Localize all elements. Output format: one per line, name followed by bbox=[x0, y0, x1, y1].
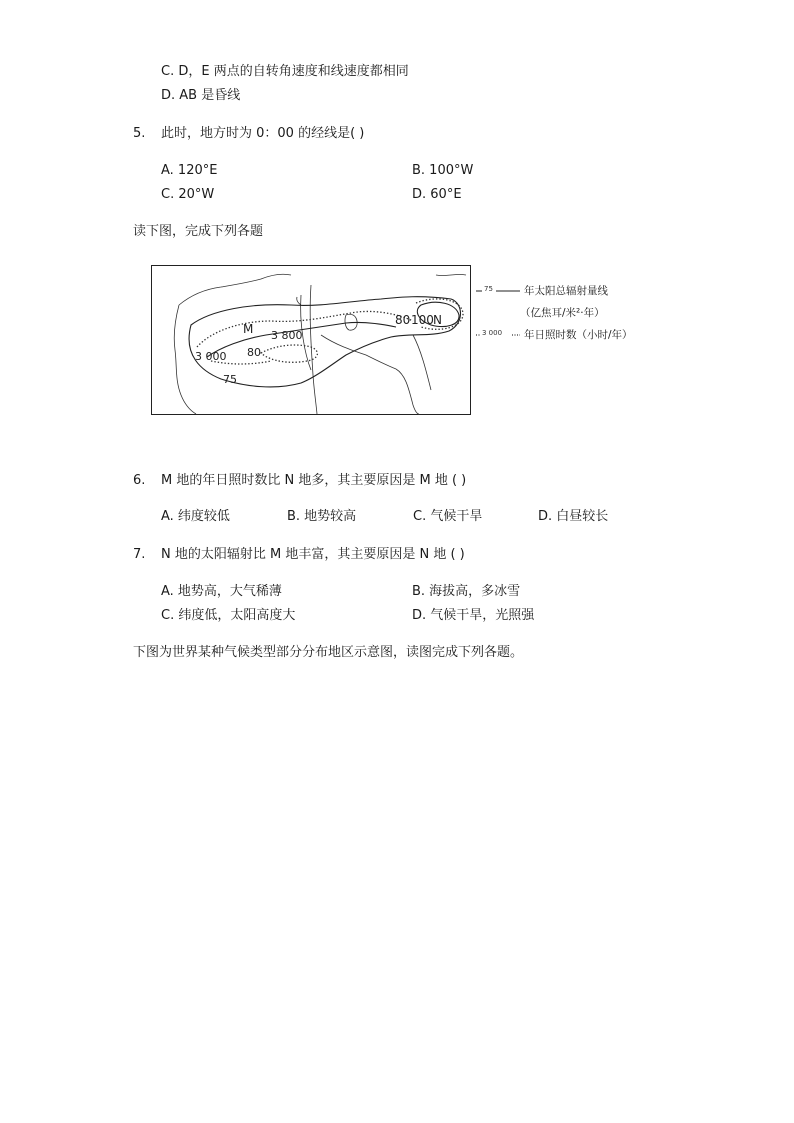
question-5-option-b: B. 100°W bbox=[412, 163, 474, 178]
map-label-80-right: 80 bbox=[395, 313, 411, 327]
question-5-option-a: A. 120°E bbox=[161, 163, 218, 178]
climate-intro: 下图为世界某种气候类型部分分布地区示意图，读图完成下列各题。 bbox=[133, 645, 524, 660]
map-label-3000: 3 000 bbox=[195, 350, 227, 363]
question-5-option-c: C. 20°W bbox=[161, 187, 215, 202]
map-label-n: N bbox=[433, 313, 442, 327]
question-7-option-a: A. 地势高，大气稀薄 bbox=[161, 584, 282, 599]
question-5-option-d: D. 60°E bbox=[412, 187, 462, 202]
question-5-number: 5. bbox=[133, 126, 146, 141]
question-6-option-d: D. 白昼较长 bbox=[538, 509, 609, 524]
question-6-option-a: A. 纬度较低 bbox=[161, 509, 230, 524]
question-7-text: N 地的太阳辐射比 M 地丰富，其主要原因是 N 地 ( ) bbox=[161, 547, 465, 562]
question-7-number: 7. bbox=[133, 547, 146, 562]
prev-option-c: C. D，E 两点的自转角速度和线速度都相同 bbox=[161, 64, 409, 79]
question-6-option-c: C. 气候干旱 bbox=[413, 509, 483, 524]
legend-solid-line-symbol bbox=[476, 287, 522, 295]
map-legend bbox=[476, 283, 676, 348]
map-label-100: 100 bbox=[411, 313, 434, 327]
question-7-option-d: D. 气候干旱，光照强 bbox=[412, 608, 535, 623]
legend-solid-value: 75 bbox=[484, 285, 493, 293]
question-5-text: 此时，地方时为 0：00 的经线是( ) bbox=[161, 126, 365, 141]
question-7-option-b: B. 海拔高，多冰雪 bbox=[412, 584, 521, 599]
legend-solid-label: 年太阳总辐射量线 bbox=[524, 285, 608, 297]
map-label-3800: 3 800 bbox=[271, 329, 303, 342]
prev-option-d: D. AB 是昏线 bbox=[161, 88, 241, 103]
question-6-number: 6. bbox=[133, 473, 146, 488]
question-6-text: M 地的年日照时数比 N 地多，其主要原因是 M 地 ( ) bbox=[161, 473, 467, 488]
legend-dotted-value: 3 000 bbox=[482, 329, 503, 337]
solar-radiation-map bbox=[151, 265, 471, 415]
legend-solid-unit: （亿焦耳/米²·年） bbox=[520, 307, 605, 319]
question-7-option-c: C. 纬度低，太阳高度大 bbox=[161, 608, 296, 623]
map-label-75: 75 bbox=[223, 373, 237, 386]
question-6-option-b: B. 地势较高 bbox=[287, 509, 357, 524]
map-label-80-left: 80 bbox=[247, 346, 261, 359]
map-intro: 读下图，完成下列各题 bbox=[133, 224, 264, 239]
map-label-m: M bbox=[243, 322, 254, 336]
legend-dotted-label: 年日照时数（小时/年） bbox=[524, 329, 633, 341]
